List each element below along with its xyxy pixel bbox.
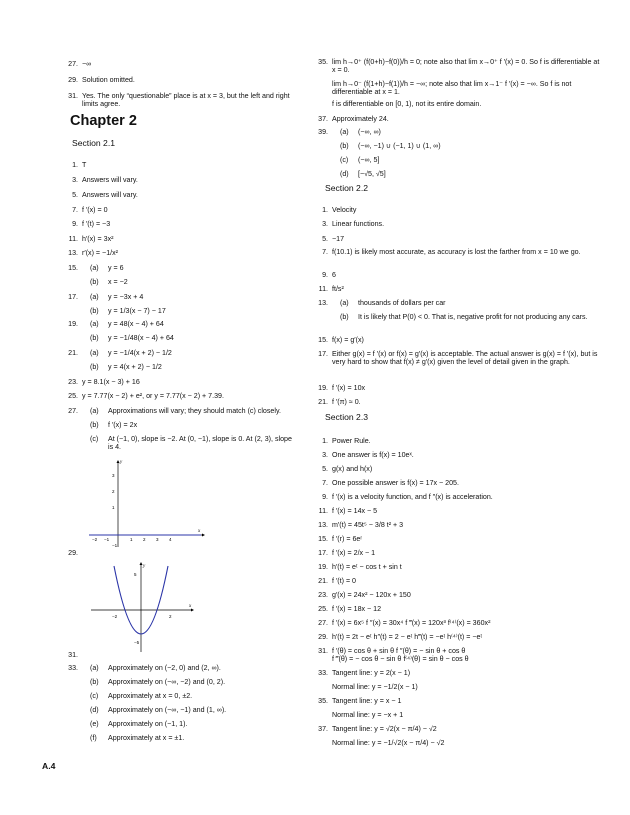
answer-text: f ′(π) ≈ 0. [332, 398, 361, 406]
graph-29-parabola-plot [87, 562, 197, 654]
answer-number: 3. [322, 220, 328, 228]
answer-text: f ′(θ) = cos θ + sin θ f ″(θ) = − sin θ + cos θ [332, 647, 466, 655]
subpart-text: Approximately on (−2, 0) and (2, ∞). [108, 664, 221, 672]
subpart-label: (d) [90, 706, 99, 714]
x-tick-label: −1 [104, 537, 110, 542]
answer-text: Answers will vary. [82, 191, 138, 199]
answer-text: Normal line: y = −x + 1 [332, 711, 404, 719]
answer-text: f ′(x) = 14x − 5 [332, 507, 378, 515]
y-tick-label: −5 [134, 640, 140, 645]
answer-text: g′(x) = 24x² − 120x + 150 [332, 591, 411, 599]
x-tick-label: 2 [143, 537, 146, 542]
answer-text: lim h→0⁻ (f(1+h)−f(1))/h = −∞; note also that lim x→1⁻ f ′(x) = −∞. So f is not differentiable at x = 1. [332, 80, 572, 97]
answer-text: One possible answer is f(x) = 17x − 205. [332, 479, 459, 487]
answer-text: Normal line: y = −1/2(x − 1) [332, 683, 418, 691]
answer-number: 1. [72, 161, 78, 169]
answer-text: −∞ [82, 60, 92, 68]
answer-number: 31. [318, 647, 328, 655]
answer-text: Answers will vary. [82, 176, 138, 184]
answer-number: 37. [318, 115, 328, 123]
answer-text: f ′(x) = 0 [82, 206, 108, 214]
y-tick-label: −1 [112, 543, 118, 548]
subpart-text: y = 48(x − 4) + 64 [108, 320, 164, 328]
subpart-text: (−∞, ∞) [358, 128, 381, 136]
answer-text: g(x) and h(x) [332, 465, 373, 473]
y-axis-label: y [143, 564, 146, 569]
answer-number: 5. [322, 465, 328, 473]
answer-number: 15. [318, 535, 328, 543]
subpart-label: (a) [340, 299, 349, 307]
y-tick-label: 3 [112, 473, 115, 478]
section-2-3-title: Section 2.3 [325, 412, 368, 422]
answer-text: f ′(t) = −3 [82, 220, 111, 228]
y-tick-label: 5 [134, 572, 137, 577]
answer-text: Linear functions. [332, 220, 385, 228]
answer-text: Tangent line: y = √2(x − π/4) − √2 [332, 725, 437, 733]
answer-number: 17. [68, 293, 78, 301]
subpart-label: (a) [90, 264, 99, 272]
answer-number: 21. [318, 577, 328, 585]
answer-text: Tangent line: y = x − 1 [332, 697, 402, 705]
answer-text: f(10.1) is likely most accurate, as accuracy is lost the farther from x = 10 we go. [332, 248, 581, 256]
subpart-label: (b) [90, 421, 99, 429]
answer-number: 33. [318, 669, 328, 677]
x-tick-label: 3 [156, 537, 159, 542]
answer-text: f ′(x) = 18x − 12 [332, 605, 382, 613]
answer-text: f ′(x) = 10x [332, 384, 366, 392]
answer-text: m′(t) = 45t⁵ − 3/8 t² + 3 [332, 521, 404, 529]
answer-number: 23. [318, 591, 328, 599]
subpart-label: (b) [90, 678, 99, 686]
answer-text: r′(x) = −1/x² [82, 249, 119, 257]
answer-number: 21. [318, 398, 328, 406]
answer-number: 39. [318, 128, 328, 136]
answer-number: 13. [68, 249, 78, 257]
answer-number: 11. [68, 235, 78, 243]
x-tick-label: −2 [112, 614, 118, 619]
subpart-label: (b) [90, 363, 99, 371]
x-tick-label: 1 [130, 537, 133, 542]
answer-number: 25. [318, 605, 328, 613]
subpart-label: (c) [340, 156, 349, 164]
answer-text: f is differentiable on [0, 1), not its entire domain. [332, 100, 482, 108]
subpart-text: y = −1/48(x − 4) + 64 [108, 334, 174, 342]
answer-number: 7. [72, 206, 78, 214]
y-tick-label: 1 [112, 505, 115, 510]
answer-text: Either g(x) = f ′(x) or f(x) = g′(x) is acceptable. The actual answer is g(x) = f ′(x), but is very hard to show that f(x) ≠ g′(x) given the level of detail given in the graph. [332, 350, 598, 367]
answer-text: lim h→0⁺ (f(0+h)−f(0))/h = 0; note also that lim x→0⁺ f ′(x) = 0. So f is differentiable at x = 0. [332, 58, 600, 75]
answer-number: 25. [68, 392, 78, 400]
subpart-label: (b) [90, 278, 99, 286]
answer-text: h′(x) = 3x² [82, 235, 114, 243]
chapter-title: Chapter 2 [70, 113, 137, 129]
subpart-label: (c) [90, 692, 99, 700]
answer-number: 29. [68, 549, 78, 557]
subpart-label: (a) [90, 407, 99, 415]
subpart-text: y = 4(x + 2) − 1/2 [108, 363, 162, 371]
subpart-text: At (−1, 0), slope is −2. At (0, −1), slope is 0. At (2, 3), slope is 4. [108, 435, 292, 452]
answer-number: 29. [68, 76, 78, 84]
section-2-1-title: Section 2.1 [72, 138, 115, 148]
answer-number: 11. [318, 507, 328, 515]
subpart-label: (a) [340, 128, 349, 136]
subpart-text: y = 1/3(x − 7) − 17 [108, 307, 166, 315]
answer-number: 19. [318, 563, 328, 571]
answer-number: 13. [318, 299, 328, 307]
answer-number: 7. [322, 248, 328, 256]
answer-text: f ′(x) = 2/x − 1 [332, 549, 376, 557]
subpart-text: (−∞, 5] [358, 156, 380, 164]
answer-number: 31. [68, 651, 78, 659]
subpart-text: thousands of dollars per car [358, 299, 446, 307]
subpart-label: (a) [90, 320, 99, 328]
x-axis-label: x [198, 529, 201, 534]
answer-number: 3. [322, 451, 328, 459]
answer-number: 37. [318, 725, 328, 733]
answer-text: h′(t) = eᵗ − cos t + sin t [332, 563, 402, 571]
subpart-label: (b) [340, 142, 349, 150]
answer-number: 29. [318, 633, 328, 641]
answer-text: Yes. The only “questionable” place is at x = 3, but the left and right limits agree. [82, 92, 290, 109]
answer-number: 3. [72, 176, 78, 184]
answer-text: Solution omitted. [82, 76, 135, 84]
answer-text: f ′(x) is a velocity function, and f ″(x) is acceleration. [332, 493, 493, 501]
subpart-text: y = −1/4(x + 2) − 1/2 [108, 349, 172, 357]
subpart-text: f ′(x) = 2x [108, 421, 138, 429]
subpart-text: It is likely that P(0) < 0. That is, negative profit for not producing any cars. [358, 313, 588, 321]
answer-text: Power Rule. [332, 437, 371, 445]
answer-text: y = 8.1(x − 3) + 16 [82, 378, 140, 386]
x-tick-label: −2 [92, 537, 98, 542]
answer-number: 11. [318, 285, 328, 293]
subpart-text: Approximately on (−∞, −2) and (0, 2). [108, 678, 226, 686]
subpart-text: [−√5, √5] [358, 170, 386, 178]
answer-number: 15. [68, 264, 78, 272]
answer-number: 1. [322, 437, 328, 445]
answer-text: y = 7.77(x − 2) + e², or y = 7.77(x − 2) + 7.39. [82, 392, 224, 400]
answer-text: f ′(t) = 0 [332, 577, 356, 585]
answer-number: 35. [318, 697, 328, 705]
subpart-label: (e) [90, 720, 99, 728]
answer-text: T [82, 161, 87, 169]
answer-number: 9. [322, 493, 328, 501]
subpart-label: (a) [90, 349, 99, 357]
answer-text: f ‴(θ) = − cos θ − sin θ f⁽⁴⁾(θ) = sin θ − cos θ [332, 655, 469, 663]
section-2-2-title: Section 2.2 [325, 183, 368, 193]
subpart-label: (a) [90, 664, 99, 672]
answer-text: 6 [332, 271, 336, 279]
answer-text: h′(t) = 2t − eᵗ h″(t) = 2 − eᵗ h‴(t) = −eᵗ h⁽⁴⁾(t) = −eᵗ [332, 633, 483, 641]
subpart-label: (d) [340, 170, 349, 178]
answer-text: One answer is f(x) = 10eˣ. [332, 451, 414, 459]
answer-number: 19. [68, 320, 78, 328]
subpart-text: Approximately on (−1, 1). [108, 720, 188, 728]
subpart-label: (b) [90, 307, 99, 315]
answer-text: ft/s² [332, 285, 344, 293]
answer-number: 21. [68, 349, 78, 357]
answer-text: f ′(r) = 6eʳ [332, 535, 363, 543]
subpart-label: (a) [90, 293, 99, 301]
answer-number: 33. [68, 664, 78, 672]
subpart-text: Approximations will vary; they should match (c) closely. [108, 407, 281, 415]
subpart-label: (b) [340, 313, 349, 321]
answer-number: 27. [318, 619, 328, 627]
subpart-label: (c) [90, 435, 99, 443]
answer-text: Velocity [332, 206, 357, 214]
answer-number: 17. [318, 549, 328, 557]
answer-text: f(x) = g′(x) [332, 336, 364, 344]
answer-number: 27. [68, 60, 78, 68]
x-tick-label: 2 [169, 614, 172, 619]
subpart-text: x = −2 [108, 278, 128, 286]
y-tick-label: 2 [112, 489, 115, 494]
answer-number: 31. [68, 92, 78, 100]
subpart-label: (f) [90, 734, 97, 742]
answer-number: 1. [322, 206, 328, 214]
answer-number: 15. [318, 336, 328, 344]
graph-27-parabola-plot [86, 457, 206, 553]
subpart-text: Approximately on (−∞, −1) and (1, ∞). [108, 706, 227, 714]
answer-number: 13. [318, 521, 328, 529]
answer-number: 5. [322, 235, 328, 243]
y-axis-label: y [120, 460, 123, 465]
subpart-text: Approximately at x = ±1. [108, 734, 185, 742]
answer-text: Normal line: y = −1/√2(x − π/4) − √2 [332, 739, 445, 747]
answer-text: Approximately 24. [332, 115, 389, 123]
subpart-text: y = 6 [108, 264, 124, 272]
answer-number: 27. [68, 407, 78, 415]
answer-number: 9. [322, 271, 328, 279]
subpart-text: Approximately at x = 0, ±2. [108, 692, 193, 700]
answer-number: 35. [318, 58, 328, 66]
answer-number: 19. [318, 384, 328, 392]
answer-number: 23. [68, 378, 78, 386]
answer-number: 5. [72, 191, 78, 199]
subpart-label: (b) [90, 334, 99, 342]
subpart-text: y = −3x + 4 [108, 293, 144, 301]
answer-text: Tangent line: y = 2(x − 1) [332, 669, 411, 677]
answer-text: −17 [332, 235, 345, 243]
answer-number: 7. [322, 479, 328, 487]
x-axis-label: x [189, 604, 192, 609]
subpart-text: (−∞, −1) ∪ (−1, 1) ∪ (1, ∞) [358, 142, 441, 150]
answer-text: f ′(x) = 6x⁵ f ″(x) = 30x⁴ f ‴(x) = 120x³ f⁽⁴⁾(x) = 360x² [332, 619, 491, 627]
answer-number: 17. [318, 350, 328, 358]
answer-number: 9. [72, 220, 78, 228]
page-number: A.4 [42, 761, 56, 771]
x-tick-label: 4 [169, 537, 172, 542]
